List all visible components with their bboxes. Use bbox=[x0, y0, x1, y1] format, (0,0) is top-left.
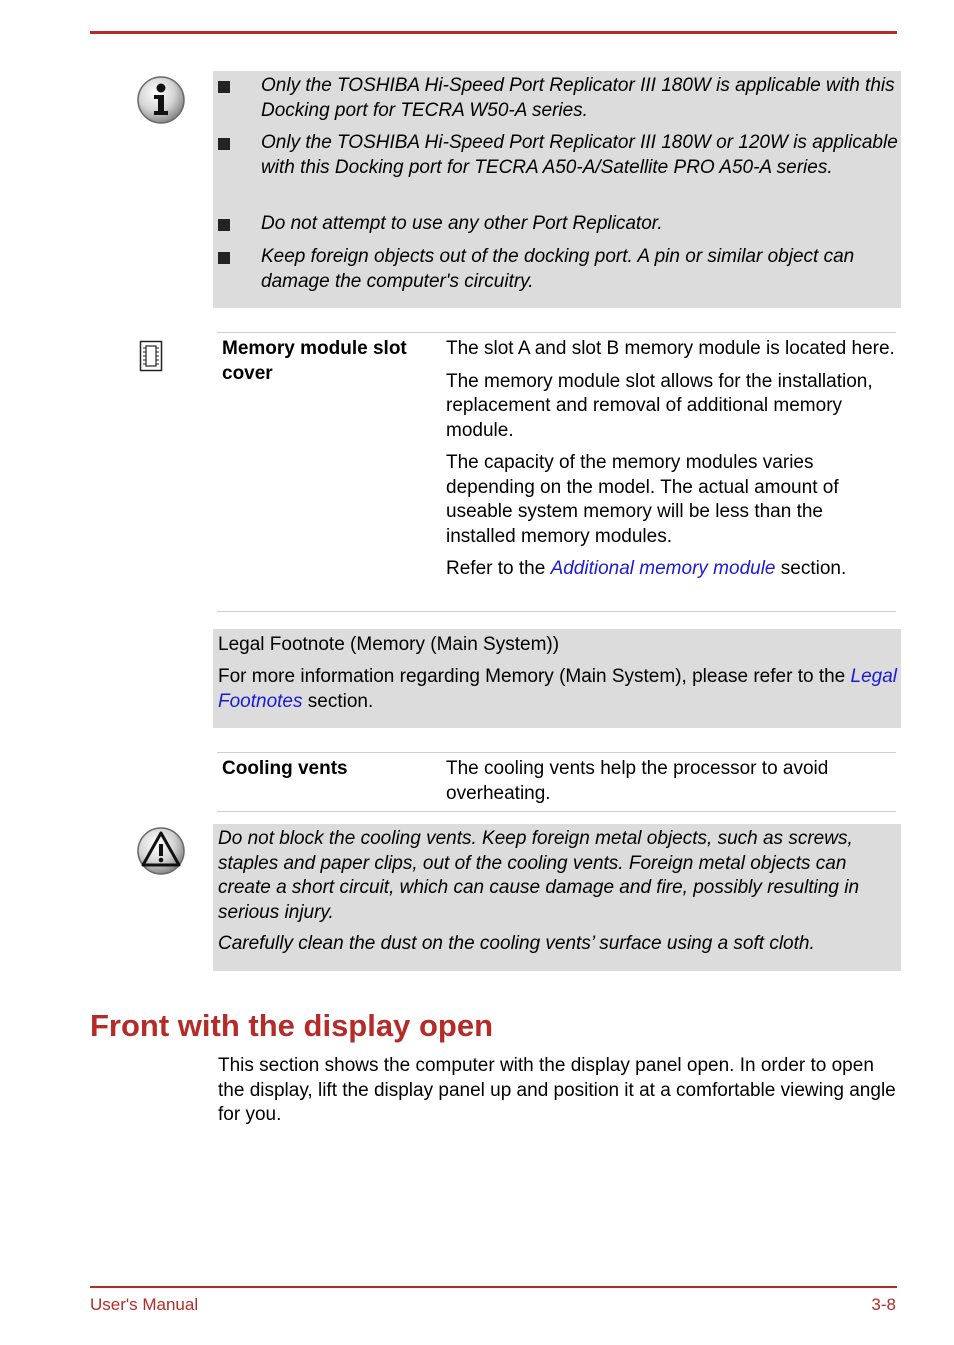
legal-footnote-box bbox=[213, 629, 901, 728]
memory-slot-description bbox=[446, 337, 896, 582]
table-rule bbox=[217, 611, 896, 612]
memory-paragraph: The capacity of the memory modules varies depending on the model. The actual amount of useable system memory will be less than the installed memory modules. bbox=[446, 452, 839, 547]
info-bullet-text: Only the TOSHIBA Hi-Speed Port Replicator III 180W is applicable with this Docking port for TECRA W50-A series. bbox=[261, 75, 895, 121]
memory-refer bbox=[446, 557, 896, 582]
bullet-marker bbox=[218, 138, 230, 150]
info-bullet-text: Keep foreign objects out of the docking port. A pin or similar object can damage the computer's circuitry. bbox=[261, 246, 855, 292]
memory-paragraph: The memory module slot allows for the installation, replacement and removal of additional memory module. bbox=[446, 370, 873, 441]
memory-module-icon bbox=[139, 340, 163, 372]
bullet-marker bbox=[218, 81, 230, 93]
section-heading: Front with the display open bbox=[90, 1008, 493, 1043]
section-intro: This section shows the computer with the display panel open. In order to open the display, lift the display panel up and position it at a comfortable viewing angle for you. bbox=[218, 1055, 896, 1125]
footer-rule bbox=[90, 1286, 897, 1288]
refer-suffix: section. bbox=[775, 558, 847, 579]
info-bullet-text: Do not attempt to use any other Port Replicator. bbox=[261, 213, 663, 234]
warning-note-box bbox=[213, 824, 901, 971]
footer-page-number: 3-8 bbox=[871, 1295, 896, 1314]
warning-icon bbox=[136, 826, 186, 876]
additional-memory-link[interactable]: Additional memory module bbox=[550, 558, 776, 579]
bullet-marker bbox=[218, 252, 230, 264]
cooling-vents-description: The cooling vents help the processor to avoid overheating. bbox=[446, 758, 829, 804]
warning-paragraph: Carefully clean the dust on the cooling vents’ surface using a soft cloth. bbox=[218, 933, 815, 954]
memory-slot-label: Memory module slot cover bbox=[222, 338, 407, 384]
info-note-box bbox=[213, 71, 901, 308]
legal-footnote-title: Legal Footnote (Memory (Main System)) bbox=[218, 634, 560, 655]
legal-text-suffix: section. bbox=[302, 690, 374, 712]
info-icon bbox=[136, 75, 186, 125]
legal-footnote-text bbox=[218, 665, 898, 714]
legal-footnotes-link[interactable]: Legal Footnotes bbox=[218, 666, 898, 712]
refer-prefix: Refer to the bbox=[446, 558, 551, 579]
cooling-vents-label: Cooling vents bbox=[222, 758, 348, 779]
warning-paragraph: Do not block the cooling vents. Keep foreign metal objects, such as screws, staples and paper clips, out of the cooling vents. Foreign metal objects can create a short circuit, which can cause damage and fire, possibly resulting in serious injury. bbox=[218, 828, 860, 923]
table-rule bbox=[217, 752, 896, 753]
header-rule bbox=[90, 31, 897, 34]
legal-text-prefix: For more information regarding Memory (Main System), please refer to the bbox=[218, 666, 851, 687]
info-bullet-text: Only the TOSHIBA Hi-Speed Port Replicator III 180W or 120W is applicable with this Docking port for TECRA A50-A/Satellite PRO A50-A series. bbox=[261, 132, 898, 178]
footer-manual-label: User's Manual bbox=[90, 1295, 199, 1314]
table-rule bbox=[217, 811, 896, 812]
bullet-marker bbox=[218, 219, 230, 231]
memory-paragraph: The slot A and slot B memory module is located here. bbox=[446, 338, 895, 359]
table-rule bbox=[217, 332, 896, 333]
